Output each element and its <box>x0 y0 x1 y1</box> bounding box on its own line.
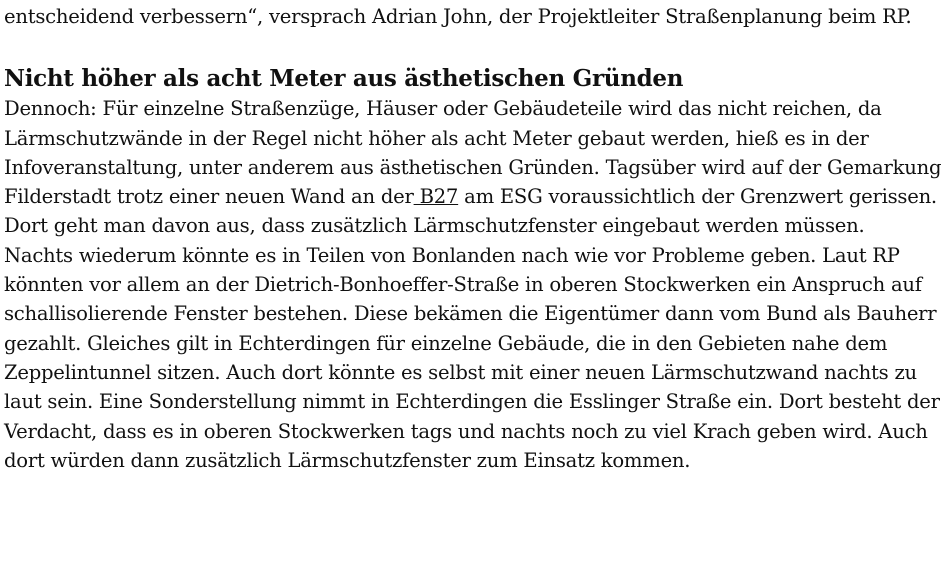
b27-link[interactable]: B27 <box>413 185 459 209</box>
intro-paragraph: entscheidend verbessern“, versprach Adrian John, der Projektleiter Straßenplanung beim RP. <box>4 5 912 28</box>
section-heading: Nicht höher als acht Meter aus ästhetischen Gründen <box>4 65 684 93</box>
article-body <box>4 2 944 475</box>
paragraph-1 <box>4 94 944 240</box>
paragraph-1-text-before: Dennoch: Für einzelne Straßenzüge, Häuser oder Gebäudeteile wird das nicht reichen, da Lärmschutzwände in der Regel nicht höher als acht Meter gebaut werden, hieß es in der Infoveranstaltung, unter anderem aus ästhetischen Gründen. Tagsüber wird auf der Gemarkung Filderstadt trotz einer neuen Wand an der <box>4 97 942 209</box>
paragraph-2: Nachts wiederum könnte es in Teilen von Bonlanden nach wie vor Probleme geben. Laut RP könnten vor allem an der Dietrich-Bonhoeffer-Straße in oberen Stockwerken ein Anspruch auf schallisolierende Fenster bestehen. Diese bekämen die Eigentümer dann vom Bund als Bauherr gezahlt. Gleiches gilt in Echterdingen für einzelne Gebäude, die in den Gebieten nahe dem Zeppelintunnel sitzen. Auch dort könnte es selbst mit einer neuen Lärmschutzwand nachts zu laut sein. Eine Sonderstellung nimmt in Echterdingen die Esslinger Straße ein. Dort besteht der Verdacht, dass es in oberen Stockwerken tags und nachts noch zu viel Krach geben wird. Auch dort würden dann zusätzlich Lärmschutzfenster zum Einsatz kommen. <box>4 243 940 472</box>
paragraph-1-text-after: am ESG voraussichtlich der Grenzwert gerissen. Dort geht man davon aus, dass zusätzlich Lärmschutzfenster eingebaut werden müssen. <box>4 185 937 238</box>
